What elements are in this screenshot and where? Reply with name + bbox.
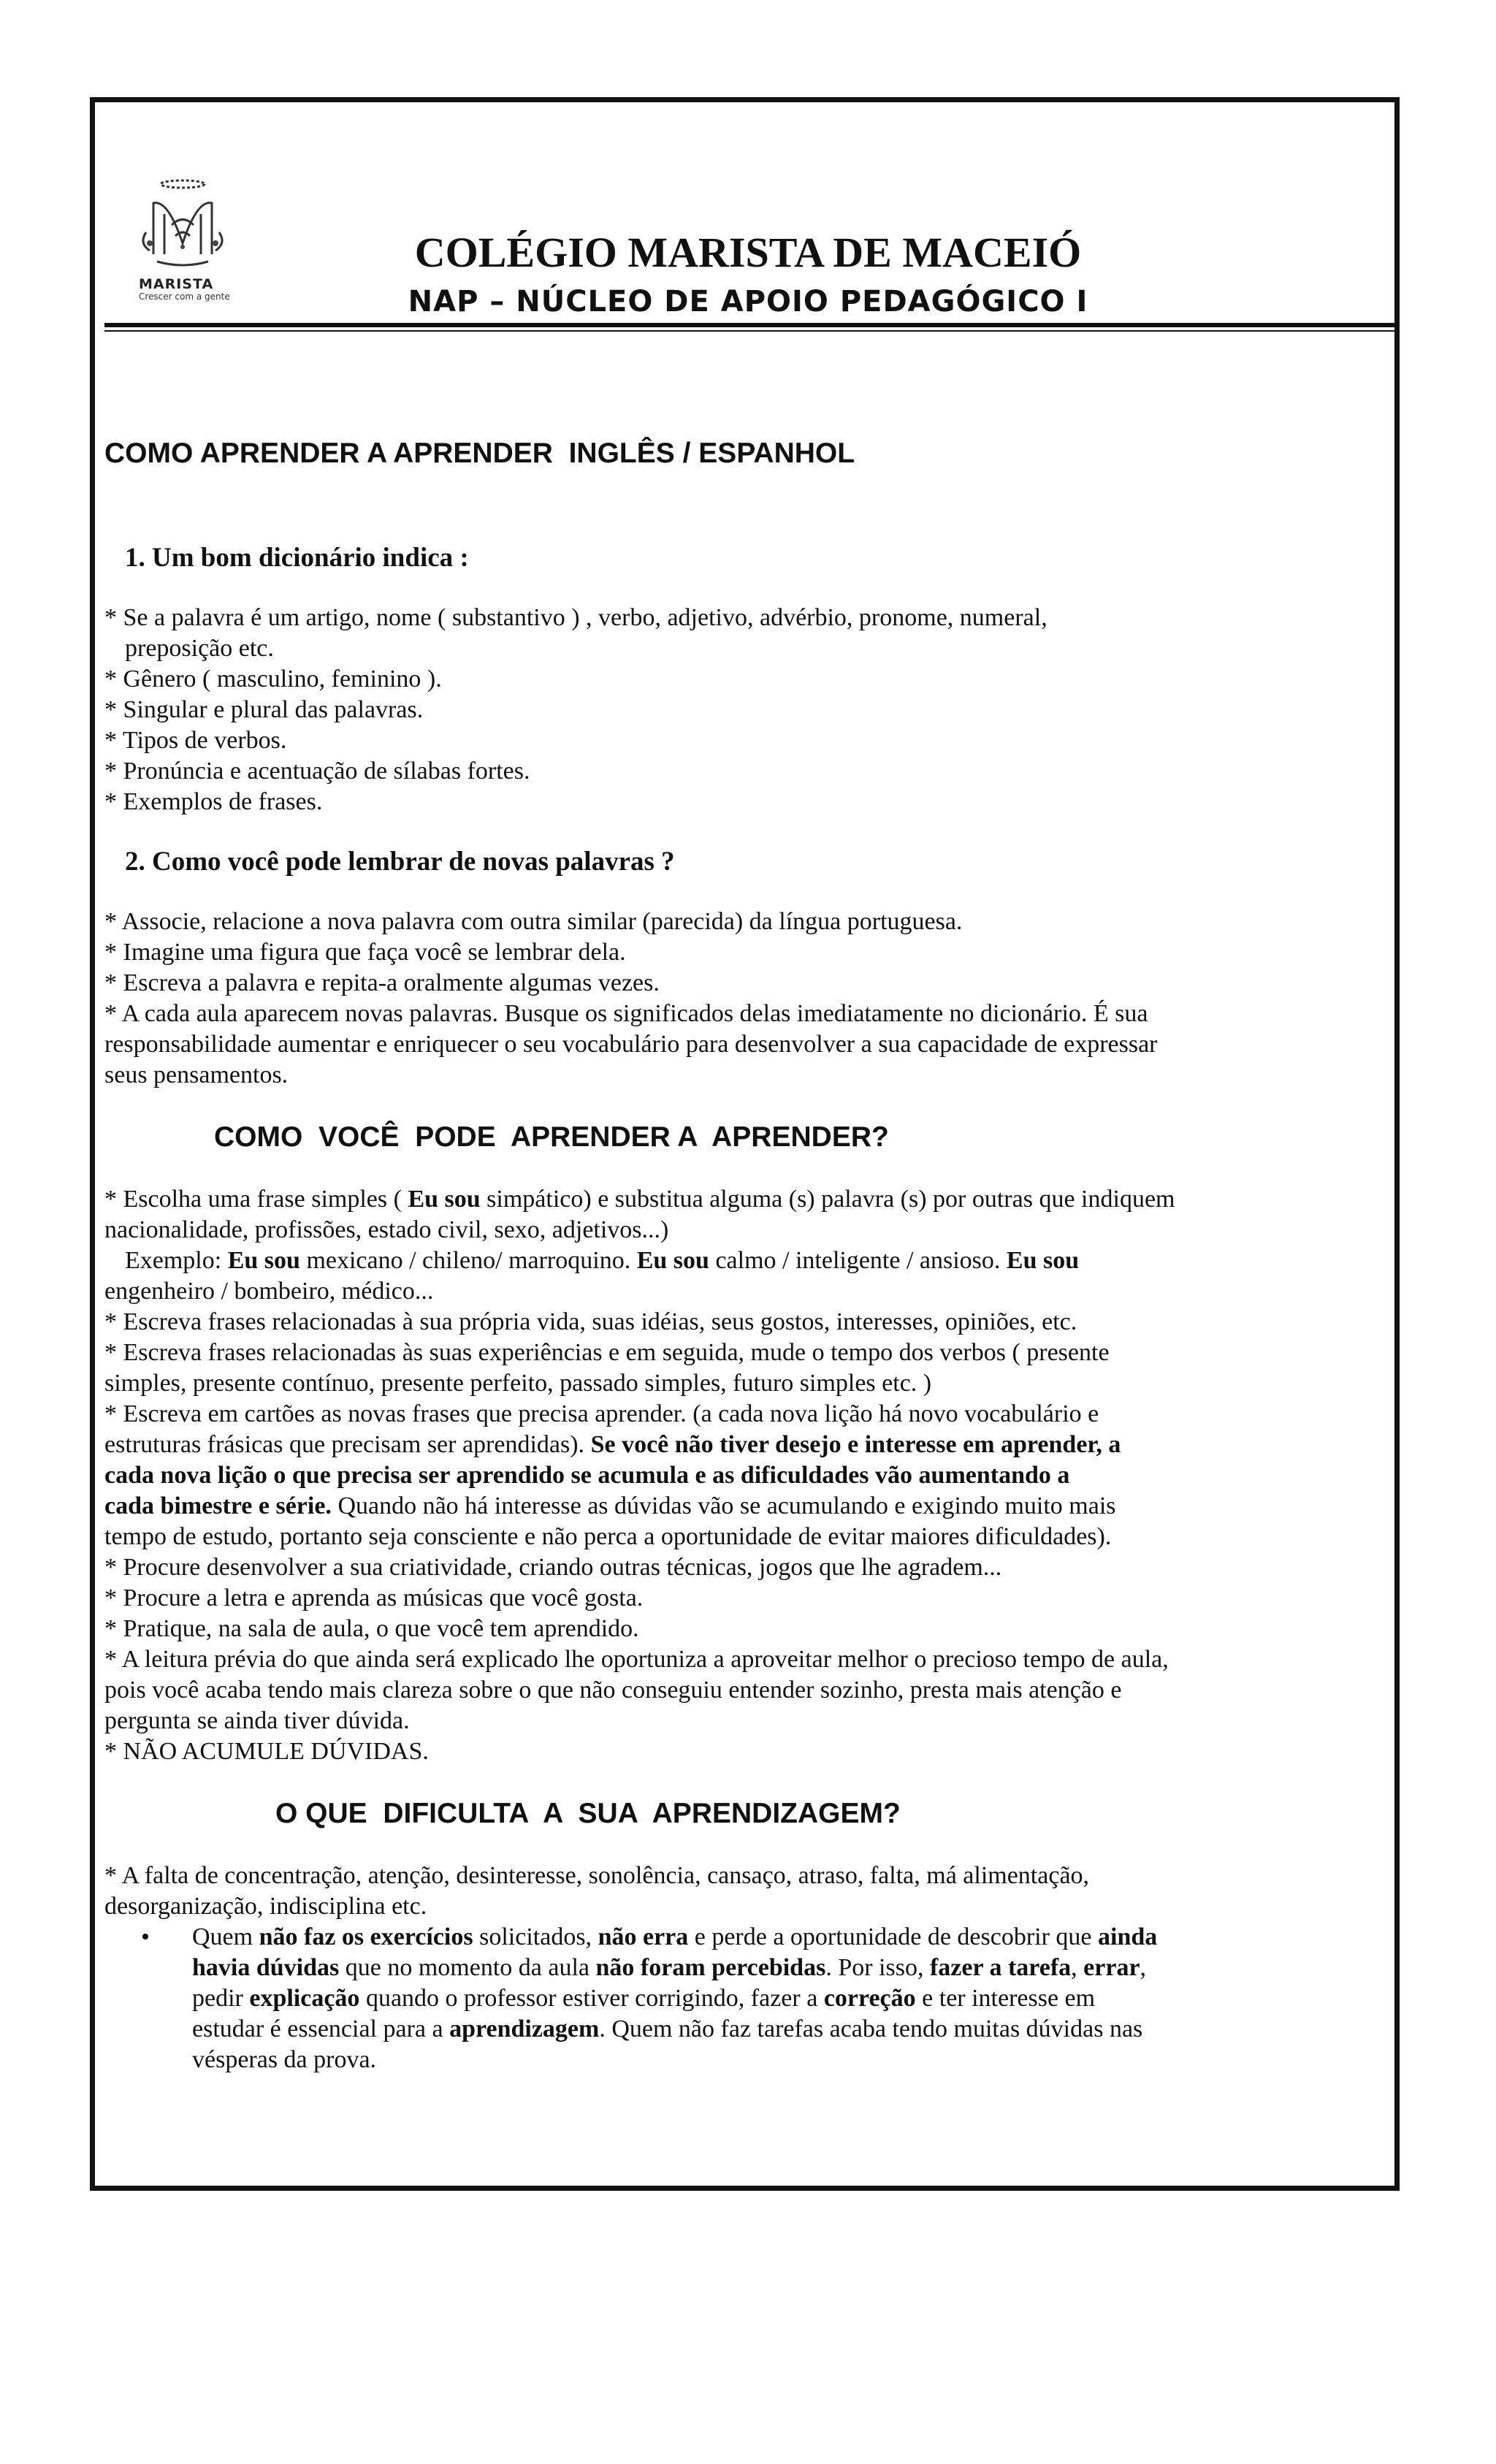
school-name: COLÉGIO MARISTA DE MACEIÓ bbox=[414, 229, 1082, 276]
text-line: pois você acaba tendo mais clareza sobre o que não conseguiu entender sozinho, presta mais atenção e bbox=[104, 1677, 1122, 1704]
text-line: Exemplo: Eu sou mexicano / chileno/ marroquino. Eu sou calmo / inteligente / ansioso. Eu sou bbox=[125, 1247, 1080, 1274]
logo-tagline: Crescer com a gente bbox=[139, 291, 230, 302]
text-line: preposição etc. bbox=[125, 635, 274, 662]
text-line: cada bimestre e série. Quando não há interesse as dúvidas vão se acumulando e exigindo muito mais bbox=[104, 1492, 1116, 1519]
text-line: pedir explicação quando o professor estiver corrigindo, fazer a correção e ter interesse em bbox=[192, 1985, 1096, 2012]
text-line: * NÃO ACUMULE DÚVIDAS. bbox=[104, 1738, 429, 1765]
text-line: * Procure a letra e aprenda as músicas que você gosta. bbox=[104, 1584, 644, 1611]
text-line: * Escreva frases relacionadas à sua própria vida, suas idéias, seus gostos, interesses, opiniões, etc. bbox=[104, 1308, 1077, 1335]
text-line: engenheiro / bombeiro, médico... bbox=[104, 1278, 434, 1305]
section-2-heading: 2. Como você pode lembrar de novas palavras ? bbox=[125, 847, 675, 877]
department-name: NAP – NÚCLEO DE APOIO PEDAGÓGICO I bbox=[408, 285, 1088, 319]
text-line: * Escreva em cartões as novas frases que precisa aprender. (a cada nova lição há novo vocabulário e bbox=[104, 1400, 1099, 1427]
text-line: * Imagine uma figura que faça você se lembrar dela. bbox=[104, 939, 626, 966]
text-line: * Escreva frases relacionadas às suas experiências e em seguida, mude o tempo dos verbos ( presente bbox=[104, 1339, 1110, 1366]
text-line: * Escolha uma frase simples ( Eu sou simpático) e substitua alguma (s) palavra (s) por outras que indiquem bbox=[104, 1186, 1175, 1213]
logo-text: MARISTA bbox=[139, 276, 214, 292]
text-line: * A cada aula aparecem novas palavras. Busque os significados delas imediatamente no dicionário. É sua bbox=[104, 1000, 1148, 1027]
text-line: * A leitura prévia do que ainda será explicado lhe oportuniza a aproveitar melhor o precioso tempo de aula, bbox=[104, 1646, 1169, 1673]
section-4-heading: O QUE DIFICULTA A SUA APRENDIZAGEM? bbox=[275, 1798, 901, 1829]
text-line: * Gênero ( masculino, feminino ). bbox=[104, 665, 442, 693]
document-body bbox=[104, 543, 1397, 2075]
section-1-heading: 1. Um bom dicionário indica : bbox=[125, 543, 469, 573]
text-line: Quem não faz os exercícios solicitados, não erra e perde a oportunidade de descobrir que ainda bbox=[192, 1923, 1158, 1950]
text-line: tempo de estudo, portanto seja consciente e não perca a oportunidade de evitar maiores dificuldades). bbox=[104, 1523, 1112, 1550]
section-3-heading: COMO VOCÊ PODE APRENDER A APRENDER? bbox=[214, 1121, 889, 1153]
text-line: * A falta de concentração, atenção, desinteresse, sonolência, cansaço, atraso, falta, má alimentação, bbox=[104, 1862, 1090, 1889]
bullet-item bbox=[104, 1922, 1397, 2075]
text-line: cada nova lição o que precisa ser aprendido se acumula e as dificuldades vão aumentando a bbox=[104, 1462, 1070, 1489]
header-rule-thin bbox=[104, 330, 1396, 332]
text-line: desorganização, indisciplina etc. bbox=[104, 1893, 427, 1920]
text-line: * Singular e plural das palavras. bbox=[104, 696, 424, 723]
text-line: nacionalidade, profissões, estado civil, sexo, adjetivos...) bbox=[104, 1216, 669, 1243]
text-line: havia dúvidas que no momento da aula não foram percebidas. Por isso, fazer a tarefa, errar, bbox=[192, 1954, 1147, 1981]
text-line: * Pratique, na sala de aula, o que você tem aprendido. bbox=[104, 1615, 639, 1642]
text-line: pergunta se ainda tiver dúvida. bbox=[104, 1707, 410, 1734]
text-line: estruturas frásicas que precisam ser aprendidas). Se você não tiver desejo e interesse em aprender, a bbox=[104, 1431, 1121, 1458]
text-line: simples, presente contínuo, presente perfeito, passado simples, futuro simples etc. ) bbox=[104, 1370, 932, 1397]
bullet-dot-icon: • bbox=[141, 1923, 150, 1950]
main-title: COMO APRENDER A APRENDER INGLÊS / ESPANHOL bbox=[104, 438, 855, 469]
text-line: * Escreva a palavra e repita-a oralmente algumas vezes. bbox=[104, 969, 660, 996]
text-line: * Procure desenvolver a sua criatividade, criando outras técnicas, jogos que lhe agradem... bbox=[104, 1554, 1002, 1581]
text-line: * Associe, relacione a nova palavra com outra similar (parecida) da língua portuguesa. bbox=[104, 908, 963, 935]
text-line: vésperas da prova. bbox=[192, 2046, 377, 2073]
text-line: * Exemplos de frases. bbox=[104, 788, 323, 815]
text-line: responsabilidade aumentar e enriquecer o seu vocabulário para desenvolver a sua capacidade de expressar bbox=[104, 1031, 1158, 1058]
header-rule-thick bbox=[104, 323, 1396, 327]
text-line: * Pronúncia e acentuação de sílabas fortes. bbox=[104, 758, 530, 785]
text-line: estudar é essencial para a aprendizagem. Quem não faz tarefas acaba tendo muitas dúvidas nas bbox=[192, 2015, 1143, 2042]
text-line: * Se a palavra é um artigo, nome ( substantivo ) , verbo, adjetivo, advérbio, pronome, numeral, bbox=[104, 604, 1047, 631]
text-line: seus pensamentos. bbox=[104, 1061, 289, 1088]
text-line: * Tipos de verbos. bbox=[104, 727, 287, 754]
